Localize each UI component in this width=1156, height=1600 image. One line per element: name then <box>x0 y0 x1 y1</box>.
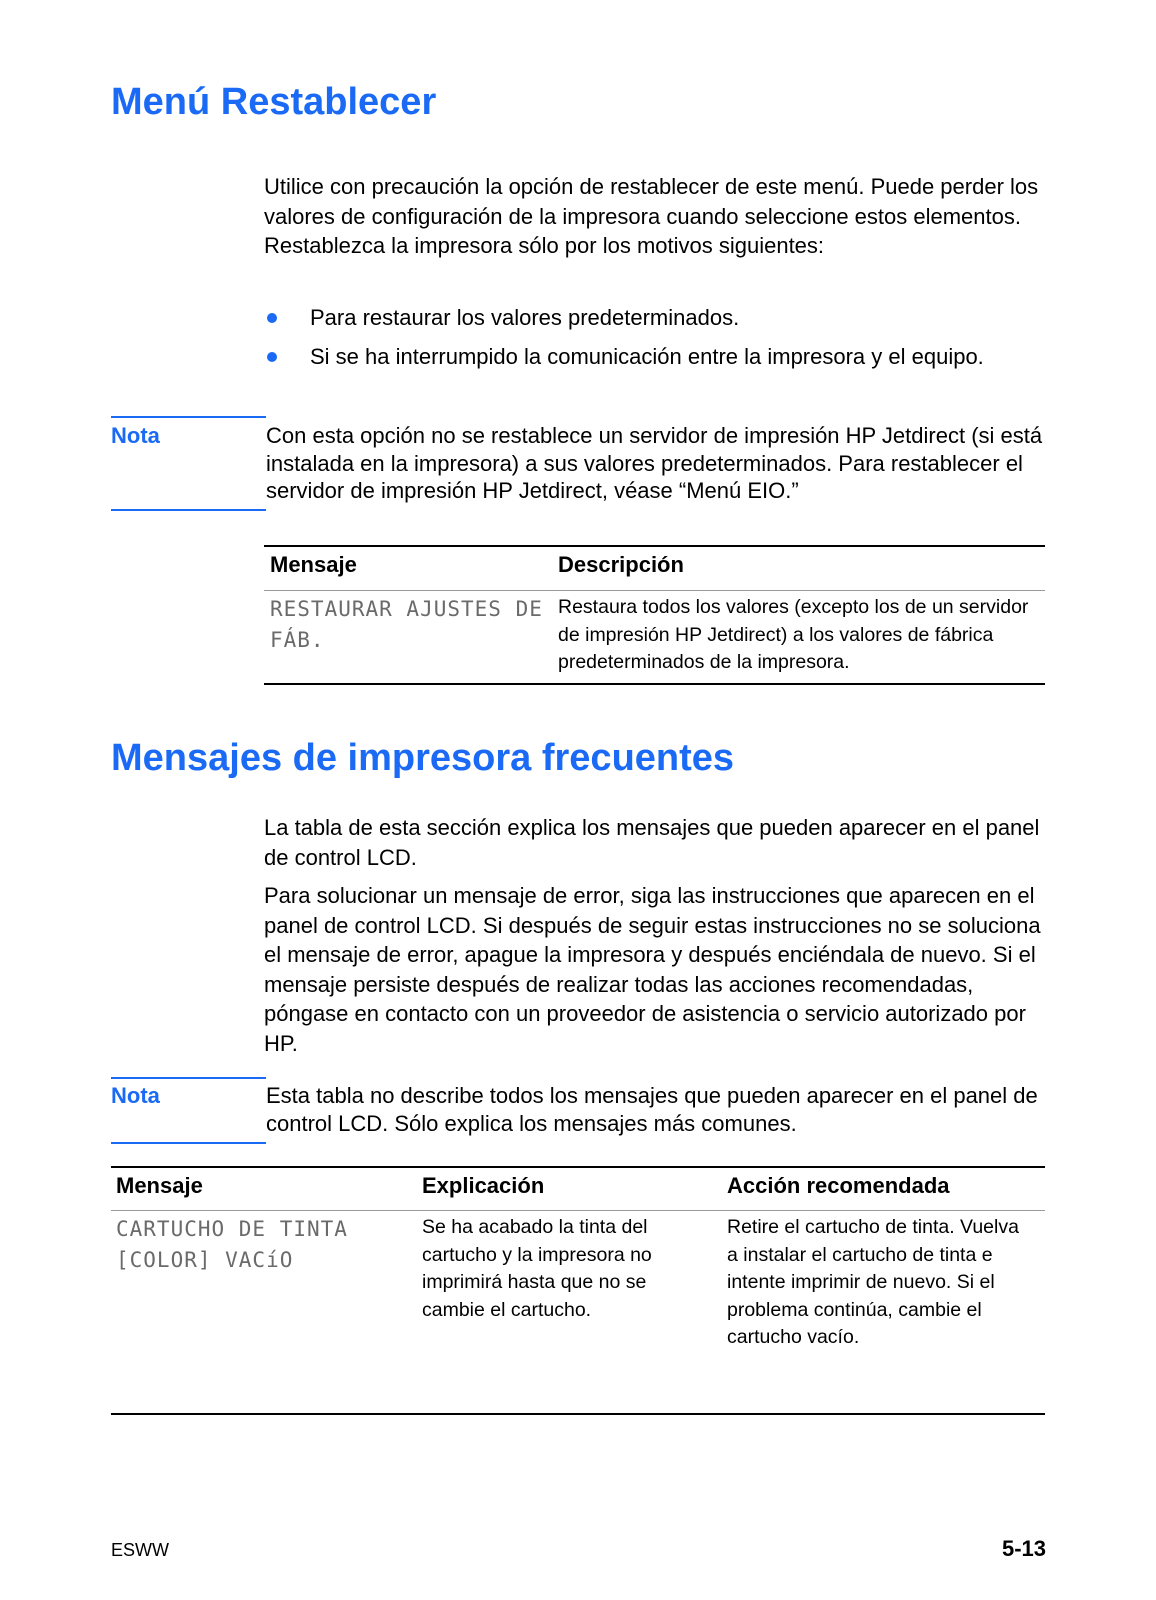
list-item-text: Para restaurar los valores predeterminados. <box>310 305 740 330</box>
page-number: 5-13 <box>1001 1536 1046 1561</box>
note-label: Nota <box>111 1083 160 1108</box>
table-row-message: RESTAURAR AJUSTES DE FÁB. <box>270 597 543 652</box>
table-header-description: Descripción <box>558 552 684 577</box>
note-label: Nota <box>111 423 160 448</box>
messages-instructions-paragraph: Para solucionar un mensaje de error, siga las instrucciones que aparecen en el panel de control LCD. Si después de seguir estas instrucciones no se soluciona el mensaje de error, apague la impresora y después enciéndala de nuevo. Si el mensaje persiste después de realizar todas las acciones recomendadas, póngase en contacto con un proveedor de asistencia o servicio autorizado por HP. <box>264 883 1041 1056</box>
table-header-message: Mensaje <box>270 552 357 577</box>
table-row-action: Retire el cartucho de tinta. Vuelva a instalar el cartucho de tinta e intente imprimir de nuevo. Si el problema continúa, cambie el cartucho vacío. <box>727 1216 1019 1348</box>
footer-label: ESWW <box>111 1540 169 1560</box>
table-header-rule <box>264 590 1045 591</box>
list-item-text: Si se ha interrumpido la comunicación entre la impresora y el equipo. <box>310 343 984 369</box>
note-bottom-rule <box>111 1142 266 1144</box>
bullet-icon <box>267 352 277 362</box>
reset-intro-paragraph: Utilice con precaución la opción de restablecer de este menú. Puede perder los valores de configuración de la impresora cuando seleccione estos elementos. Restablezca la impresora sólo por los motivos siguientes: <box>264 174 1039 258</box>
table-row-description: Restaura todos los valores (excepto los de un servidor de impresión HP Jetdirect) a los valores de fábrica predeterminados de la impresora. <box>558 596 1029 673</box>
table-header-message: Mensaje <box>116 1173 203 1198</box>
section-title-reset-menu: Menú Restablecer <box>111 81 437 123</box>
note-top-rule <box>111 416 266 418</box>
table-bottom-rule <box>111 1413 1045 1415</box>
note-top-rule <box>111 1077 266 1079</box>
list-item <box>264 303 1044 333</box>
table-row-message: CARTUCHO DE TINTA [COLOR] VACíO <box>116 1217 348 1272</box>
bullet-icon <box>267 313 277 323</box>
note-text: Esta tabla no describe todos los mensajes que pueden aparecer en el panel de control LCD. Sólo explica los mensajes más comunes. <box>266 1083 1038 1136</box>
table-header-action: Acción recomendada <box>727 1173 950 1198</box>
table-top-rule <box>111 1166 1045 1168</box>
table-header-rule <box>111 1210 1045 1211</box>
note-bottom-rule <box>111 509 266 511</box>
table-row-explanation: Se ha acabado la tinta del cartucho y la impresora no imprimirá hasta que no se cambie el cartucho. <box>422 1216 652 1321</box>
table-header-explanation: Explicación <box>422 1173 545 1198</box>
messages-intro-paragraph: La tabla de esta sección explica los mensajes que pueden aparecer en el panel de control LCD. <box>264 815 1040 870</box>
section-title-printer-messages: Mensajes de impresora frecuentes <box>111 737 735 779</box>
reset-reasons-list <box>264 303 1044 380</box>
note-text: Con esta opción no se restablece un servidor de impresión HP Jetdirect (si está instalada en la impresora) a sus valores predeterminados. Para restablecer el servidor de impresión HP Jetdirect, véase “Menú EIO.” <box>266 423 1043 503</box>
list-item <box>264 342 1044 372</box>
table-top-rule <box>264 545 1045 547</box>
table-bottom-rule <box>264 683 1045 685</box>
